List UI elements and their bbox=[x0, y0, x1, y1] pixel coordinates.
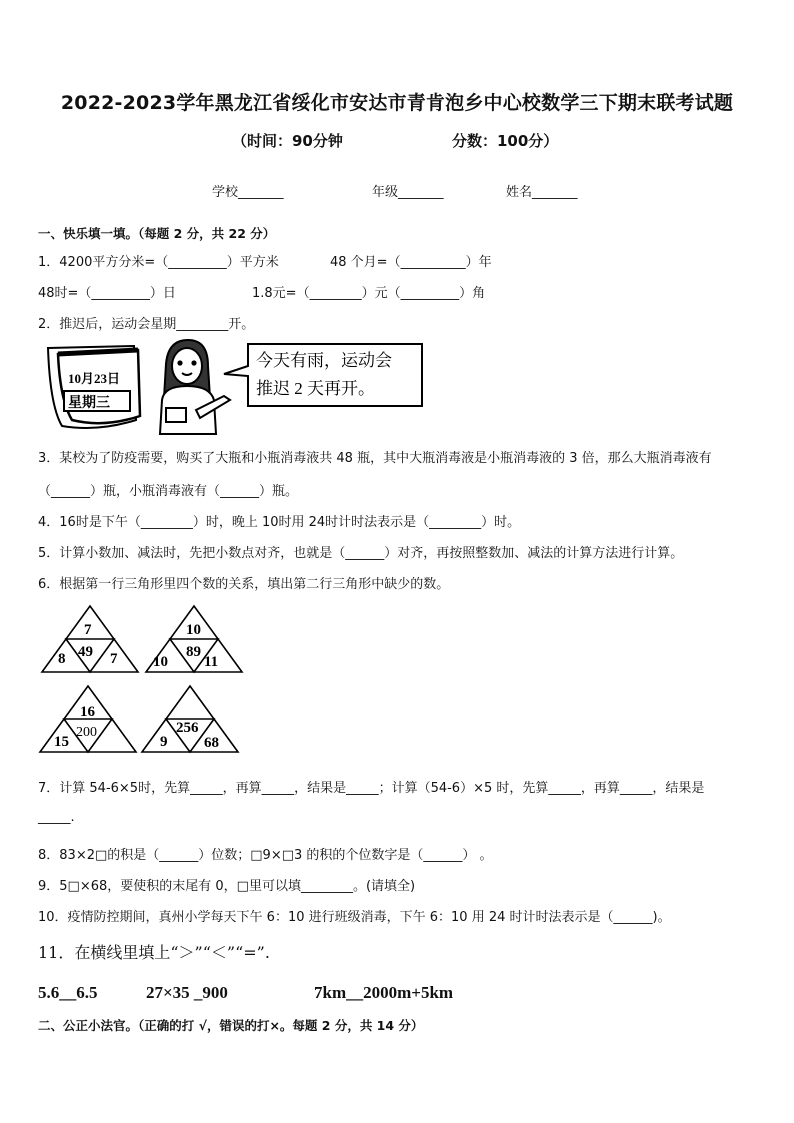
teacher-figure bbox=[160, 340, 230, 434]
question-3b: （______）瓶，小瓶消毒液有（______）瓶。 bbox=[38, 484, 299, 499]
triangle-4-left: 9 bbox=[160, 734, 168, 750]
grade-field: 年级_______ bbox=[372, 185, 444, 200]
calendar-weekday: 星期三 bbox=[68, 396, 110, 411]
compare-item-1: 5.6__6.5 bbox=[38, 983, 98, 1002]
page-title: 2022-2023学年黑龙江省绥化市安达市青肯泡乡中心校数学三下期末联考试题 bbox=[60, 92, 734, 114]
question-4: 4．16时是下午（________）时，晚上 10时用 24时计时法表示是（________）时。 bbox=[38, 515, 521, 530]
question-7a: 7．计算 54-6×5时，先算_____，再算_____，结果是_____；计算（54-6）×5 时，先算_____，再算_____，结果是 bbox=[38, 781, 705, 796]
question-1a: 1．4200平方分米=（_________）平方米 bbox=[38, 255, 279, 270]
exam-score: 分数：100分） bbox=[452, 132, 559, 150]
question-7b: _____. bbox=[38, 810, 75, 825]
question-5: 5．计算小数加、减法时，先把小数点对齐，也就是（______）对齐，再按照整数加、减法的计算方法进行计算。 bbox=[38, 546, 684, 561]
question-1b: 48 个月=（__________）年 bbox=[330, 255, 492, 270]
triangle-2-left: 10 bbox=[153, 654, 168, 670]
triangle-1 bbox=[42, 606, 138, 672]
exam-time: （时间：90分钟 bbox=[232, 132, 343, 150]
triangle-4-center: 256 bbox=[176, 720, 199, 736]
speech-line1: 今天有雨，运动会 bbox=[256, 351, 392, 370]
section2-heading: 二、公正小法官。（正确的打 √，错误的打×。每题 2 分，共 14 分） bbox=[38, 1018, 424, 1033]
question-10: 10．疫情防控期间，真州小学每天下午 6：10 进行班级消毒，下午 6：10 用 24 时计时法表示是（______)。 bbox=[38, 910, 671, 925]
triangle-4 bbox=[142, 686, 238, 752]
compare-item-3: 7km__2000m+5km bbox=[314, 983, 454, 1002]
triangle-2-right: 11 bbox=[204, 654, 219, 670]
name-field: 姓名_______ bbox=[506, 185, 578, 200]
question-1c: 48时=（_________）日 bbox=[38, 286, 176, 301]
triangle-3-left: 15 bbox=[54, 734, 69, 750]
triangle-4-right: 68 bbox=[204, 735, 219, 751]
question-1d: 1.8元=（________）元（_________）角 bbox=[252, 286, 486, 301]
speech-line2: 推迟 2 天再开。 bbox=[256, 379, 375, 398]
question-11: 11．在横线里填上“＞”“＜”“=”. bbox=[38, 943, 270, 962]
triangle-1-right: 7 bbox=[110, 651, 118, 667]
school-field: 学校_______ bbox=[212, 185, 284, 200]
question-8: 8．83×2□的积是（______）位数；□9×□3 的积的个位数字是（______） 。 bbox=[38, 848, 493, 863]
question-2-illustration bbox=[38, 336, 428, 436]
calendar-front-page bbox=[58, 350, 140, 423]
question-6: 6．根据第一行三角形里四个数的关系，填出第二行三角形中缺少的数。 bbox=[38, 577, 450, 592]
calendar-date: 10月23日 bbox=[68, 371, 121, 386]
triangle-puzzles bbox=[38, 600, 258, 760]
triangle-2-center: 89 bbox=[186, 644, 201, 660]
section1-heading: 一、快乐填一填。（每题 2 分，共 22 分） bbox=[38, 226, 276, 241]
question-2: 2．推迟后，运动会星期________开。 bbox=[38, 317, 255, 332]
triangle-1-left: 8 bbox=[58, 651, 66, 667]
triangle-1-top: 7 bbox=[84, 622, 92, 638]
triangle-2-top: 10 bbox=[186, 622, 201, 638]
triangle-3-top: 16 bbox=[80, 704, 95, 720]
question-3a: 3．某校为了防疫需要，购买了大瓶和小瓶消毒液共 48 瓶，其中大瓶消毒液是小瓶消毒液的 3 倍，那么大瓶消毒液有 bbox=[38, 451, 712, 466]
question-9: 9．5□×68，要使积的末尾有 0，□里可以填________。(请填全) bbox=[38, 879, 416, 894]
triangle-1-center: 49 bbox=[78, 644, 93, 660]
compare-item-2: 27×35 _900 bbox=[146, 983, 228, 1002]
triangle-3-center: 200 bbox=[76, 725, 97, 740]
